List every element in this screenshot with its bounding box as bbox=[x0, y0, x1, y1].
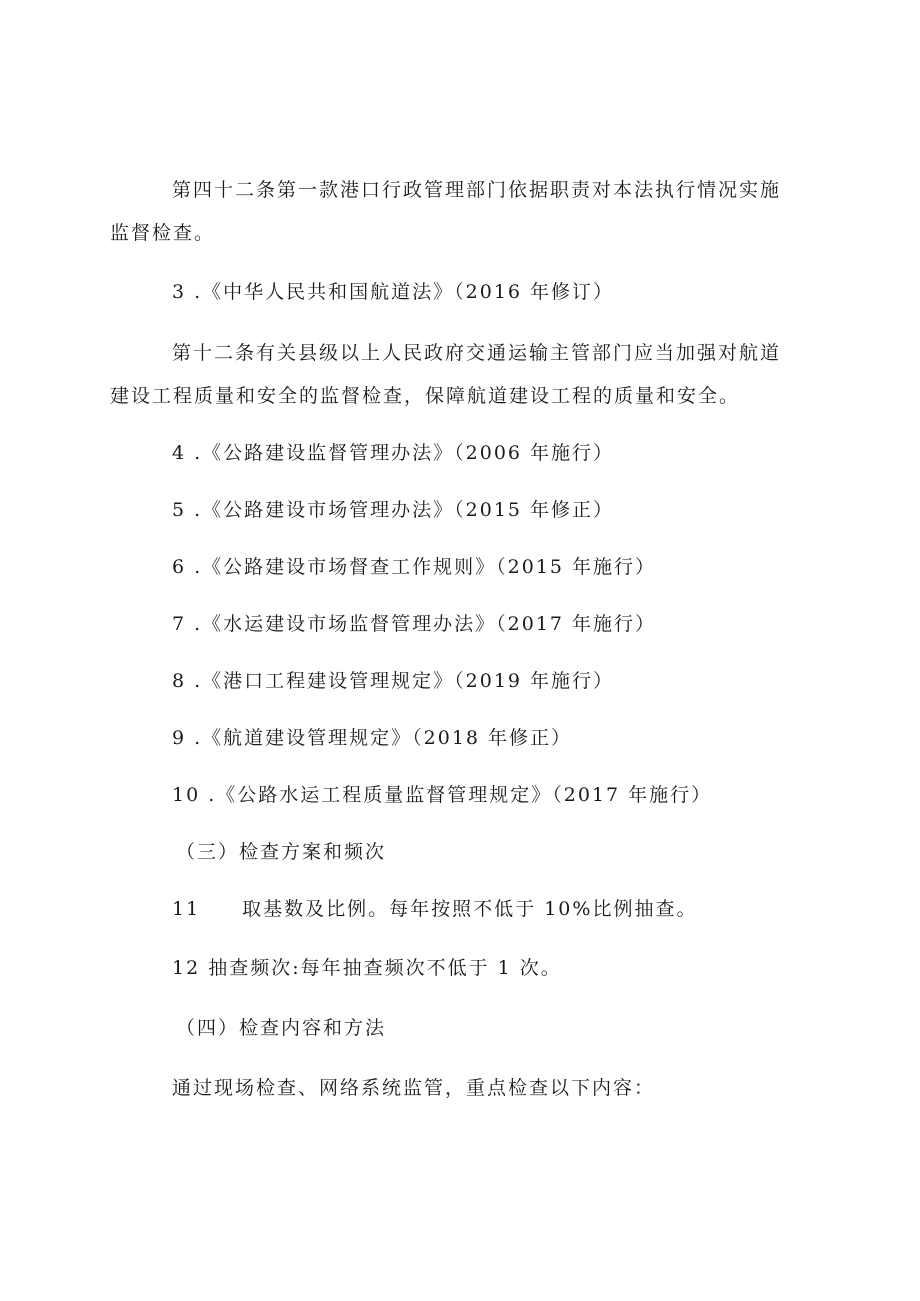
section-heading-4: （四）检查内容和方法 bbox=[176, 1017, 387, 1039]
paragraph-article-12-line-1: 第十二条有关县级以上人民政府交通运输主管部门应当加强对航道 bbox=[172, 342, 782, 364]
section-heading-3: （三）检查方案和频次 bbox=[176, 841, 387, 863]
list-item-7: 7 .《水运建设市场监督管理办法》（2017 年施行） bbox=[172, 613, 657, 635]
list-item-9: 9 .《航道建设管理规定》（2018 年修正） bbox=[172, 727, 573, 749]
list-item-8: 8 .《港口工程建设管理规定》（2019 年施行） bbox=[172, 670, 615, 692]
list-item-5: 5 .《公路建设市场管理办法》（2015 年修正） bbox=[172, 499, 615, 521]
list-item-3: 3 .《中华人民共和国航道法》（2016 年修订） bbox=[172, 281, 615, 303]
list-item-4: 4 .《公路建设监督管理办法》（2006 年施行） bbox=[172, 442, 615, 464]
paragraph-inspection-content: 通过现场检查、网络系统监管，重点检查以下内容： bbox=[172, 1077, 656, 1099]
paragraph-article-12-line-2: 建设工程质量和安全的监督检查，保障航道建设工程的质量和安全。 bbox=[110, 385, 741, 407]
list-item-12: 12 抽查频次:每年抽查频次不低于 1 次。 bbox=[172, 957, 562, 979]
paragraph-article-42-line-2: 监督检查。 bbox=[110, 222, 216, 244]
list-item-10: 10 .《公路水运工程质量监督管理规定》（2017 年施行） bbox=[172, 784, 713, 806]
list-item-11: 11 取基数及比例。每年按照不低于 10%比例抽查。 bbox=[172, 898, 698, 920]
list-item-6: 6 .《公路建设市场督查工作规则》（2015 年施行） bbox=[172, 556, 657, 578]
paragraph-article-42-line-1: 第四十二条第一款港口行政管理部门依据职责对本法执行情况实施 bbox=[172, 179, 782, 201]
